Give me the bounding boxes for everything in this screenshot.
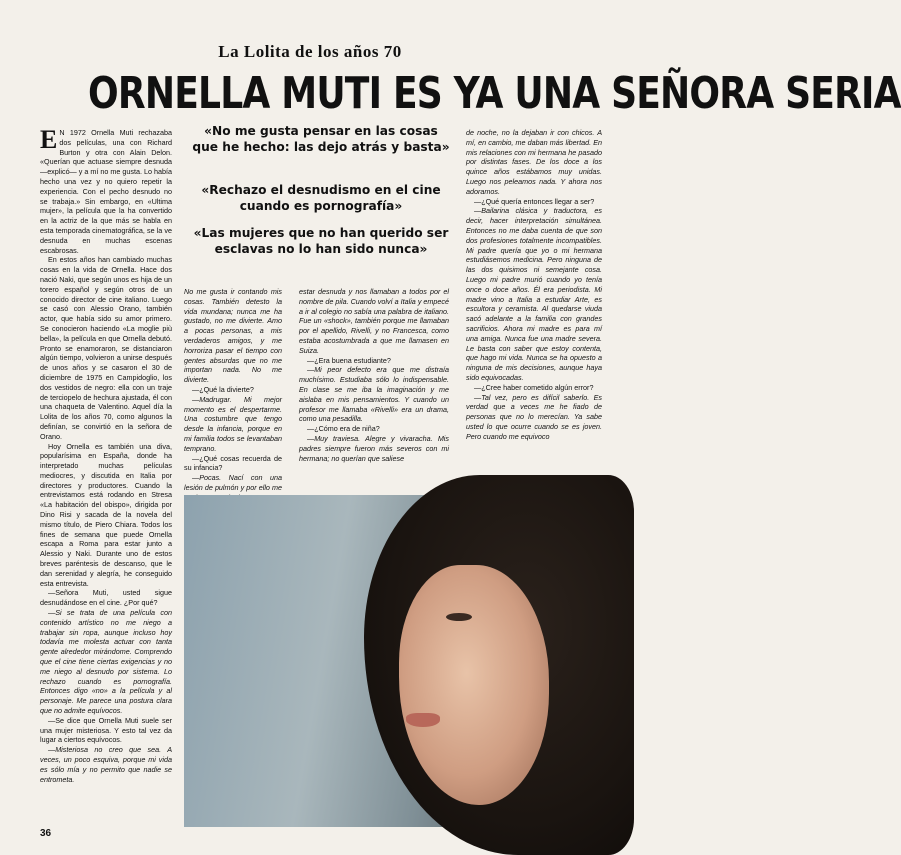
answer: —Si se trata de una película con contenido artístico no me niego a trabajar sin ropa, aunque incluso hoy todavía me molesta actuar con tanta gente alrededor mirándome. Comprendo que el cine tiene ciertas exigencias y no me niego al desnudo por sistema. Lo rechazo cuando es pornografía. Entonces digo «no» a la película y al personaje. Me parece una postura clara que no admite equívocos.	[40, 608, 172, 716]
paragraph: Hoy Ornella es también una diva, popularísima en España, donde ha interpretado muchas películas mediocres, y discutida en Italia por directores y productores. Cuando la entrevistamos está rodando en Stresa «La habitación del obispo», dirigida por Dino Risi y sacada de la novela del mismo título, de Piero Chiara. Todos los fines de semana que puede Ornella escapa a Roma para estar junto a Alessio y Naki. Durante uno de estos breves paréntesis de descanso, que le dan serenidad y alegría, he conseguido esta entrevista.	[40, 441, 172, 588]
question: —¿Cree haber cometido algún error?	[474, 382, 594, 392]
question: —Se dice que Ornella Muti suele ser una mujer misteriosa. Y esto tal vez da lugar a ciertos equívocos.	[40, 715, 172, 745]
question: —¿Cómo era de niña?	[307, 424, 380, 434]
text-column-1	[40, 125, 172, 818]
paragraph: En estos años han cambiado muchas cosas en la vida de Ornella. Hace dos nació Naki, que según unos es hija de un torero español y según otros de un conocido director de cine italiano. Luego se casó con Alessio Orano, también actor, que había sido su amor primero. Se conocieron haciendo «La moglie più bella», la película en que Ornella debutó. Pronto se enamoraron, se distanciaron algún tiempo, volvieron a unirse después de unos años y se casaron el 30 de diciembre de 1975 en Campidoglio, los dos vestidos de negro: ella con un traje de terciopelo de hechura ajustada, él con una chaqueta de Valentino. Aquel día la Lolita de los años 70, como algunos la definían, se convirtió en la señora de Orano.	[40, 255, 172, 441]
drop-cap: E	[40, 125, 58, 154]
answer: —Misteriosa no creo que sea. A veces, un poco esquiva, porque mi vida es sólo mía y no permito que nadie se entrometa.	[40, 745, 172, 784]
portrait-photo	[184, 495, 604, 827]
pull-quote-3: «Las mujeres que no han querido ser esclavas no lo han sido nunca»	[193, 226, 449, 256]
answer: —Mi peor defecto era que me distraía muchísimo. Estudiaba sólo lo indispensable. En clase se me iba la imaginación y me aislaba en mis pensamientos. Y cuando un profesor me llamaba «Rivelli» era un drama, como una pesadilla.	[299, 365, 449, 424]
photo-eye	[446, 613, 472, 621]
kicker: La Lolita de los años 70	[218, 42, 402, 61]
photo-lips	[406, 713, 440, 727]
pull-quote-2: «Rechazo el desnudismo en el cine cuando es pornografía»	[201, 183, 441, 213]
page-number: 36	[40, 828, 52, 839]
headline: ORNELLA MUTI ES YA UNA SEÑORA SERIA	[88, 68, 901, 119]
answer: No me gusta ir contando mis cosas. También detesto la vida mundana; nunca me ha gustado, no me divierte. Amo a pocas personas, a mis verdaderos amigos, y me horroriza pasar el tiempo con gentes absurdas que no me importan nada. No me divierte.	[184, 287, 282, 385]
answer: —Madrugar. Mi mejor momento es el despertarme. Una costumbre que tengo desde la infancia, porque en mi familia todos se levantaban temprano.	[184, 394, 282, 453]
answer: de noche, no la dejaban ir con chicos. A mí, en cambio, me daban más libertad. En mis relaciones con mi hermana he pasado por distintas fases. De los doce a los quince años estábamos muy unidas. Luego nos peleamos nada. Y ahora nos adoramos.	[466, 128, 602, 196]
answer: —Bailarina clásica y traductora, es decir, hacer interpretación simultánea. Entonces no me daba cuenta de que son dos profesiones totalmente incompatibles. Mi padre quería que yo o mi hermana estudiásemos medicina. Pero ninguna de las dos quisimos ni semejante cosa. Luego mi padre murió cuando yo tenía once o doce años. Él era periodista. Mi madre vino a Italia a estudiar Arte, es escultora y ceramista. Al quedarse viuda sacó adelante a la familia con grandes sacrificios. Ahora mi madre es para mí una amiga. Nunca fue una madre severa. Le basta con saber que estoy contenta, que hago mi vida. Nunca se ha opuesto a ninguna de mis decisiones, aunque haya sido equivocadas.	[466, 206, 602, 382]
answer: —Tal vez, pero es difícil saberlo. Es verdad que a veces me he fiado de personas que no lo merecían. Ya sabe usted lo que ocurre cuando se es joven. Pero cuando me equivoco	[466, 392, 602, 441]
text-column-4	[466, 128, 602, 493]
question: —¿Qué la divierte?	[192, 384, 254, 394]
paragraph: N 1972 Ornella Muti rechazaba dos películas, una con Richard Burton y otra con Alain Delon. «Querían que actuase siempre desnuda —explicó— y a mí no me gusta. Lo había hecho una vez y no quiero repetir la experiencia. Con el pecho desnudo no se trabaja.» Sin embargo, en «Ultima mujer», la película que la ha convertido en la actriz de la que más se habla en esta temporada cinematográfica, se la ve desnuda en muchas escenas escabrosas.	[40, 128, 172, 255]
question: —¿Qué quería entonces llegar a ser?	[474, 196, 595, 206]
answer: —Pocas. Nací con una lesión de pulmón y por ello me	[184, 473, 282, 492]
answer: —Muy traviesa. Alegre y vivaracha. Mis padres siempre fueron más severos con mi hermana; no querían que saliese	[299, 433, 449, 463]
pull-quote-1: «No me gusta pensar en las cosas que he hecho: las dejo atrás y basta»	[192, 124, 450, 154]
question: —¿Era buena estudiante?	[307, 355, 391, 365]
text-column-2	[184, 287, 282, 497]
question: —¿Qué cosas recuerda de su infancia?	[184, 453, 282, 473]
text-column-3	[299, 287, 449, 497]
answer: estar desnuda y nos llamaban a todos por el nombre de pila. Cuando volví a Italia y empecé a ir al colegio no sabía una palabra de italiano. Fue un «shock», también porque me llamaban por el apellido, Rivelli, y no Francesca, como estaba acostumbrada a que me llamasen en Suiza.	[299, 287, 449, 355]
question: —Señora Muti, usted sigue desnudándose en el cine. ¿Por qué?	[40, 588, 172, 608]
